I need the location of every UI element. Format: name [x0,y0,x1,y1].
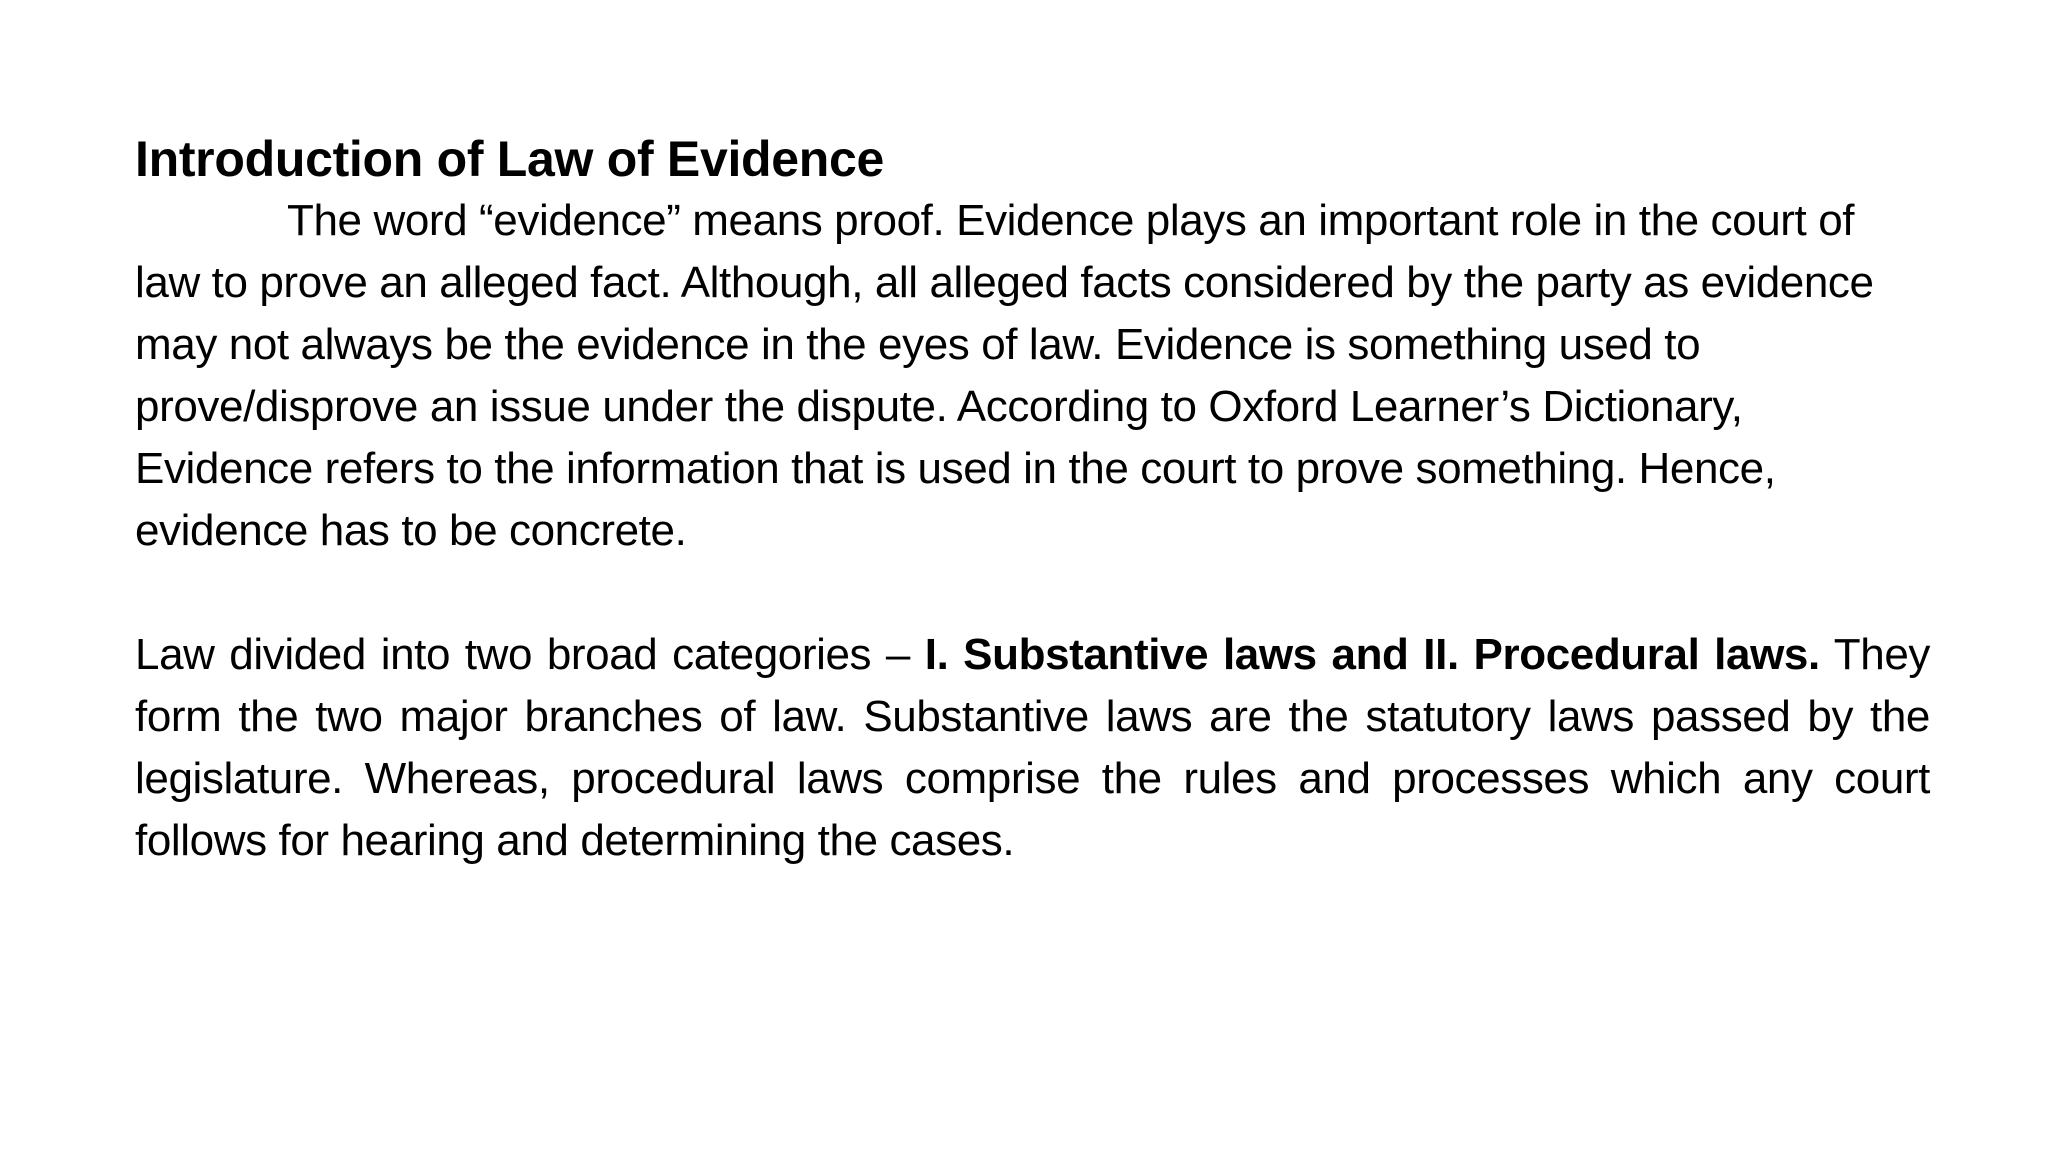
slide-content [135,128,1930,872]
categories-paragraph [135,624,1930,872]
paragraph-spacer [135,562,1930,624]
categories-rest-text: They form the two major branches of law. Substantive laws are the statutory laws passed by the legislature. Whereas, procedural laws comprise the rules and processes which any court follows for hearing and determining the cases. [135,630,1930,865]
intro-paragraph [135,190,1875,562]
categories-bold-text: I. Substantive laws and II. Procedural laws. [924,630,1820,679]
intro-paragraph-text: The word “evidence” means proof. Evidence plays an important role in the court of law to prove an alleged fact. Although, all alleged facts considered by the party as evidence may not always be the evidence in the eyes of law. Evidence is something used to prove/disprove an issue under the dispute. According to Oxford Learner’s Dictionary, Evidence refers to the information that is used in the court to prove something. Hence, evidence has to be concrete. [135,196,1874,555]
categories-lead-text: Law divided into two broad categories – [135,630,925,679]
slide-title: Introduction of Law of Evidence [135,131,885,187]
